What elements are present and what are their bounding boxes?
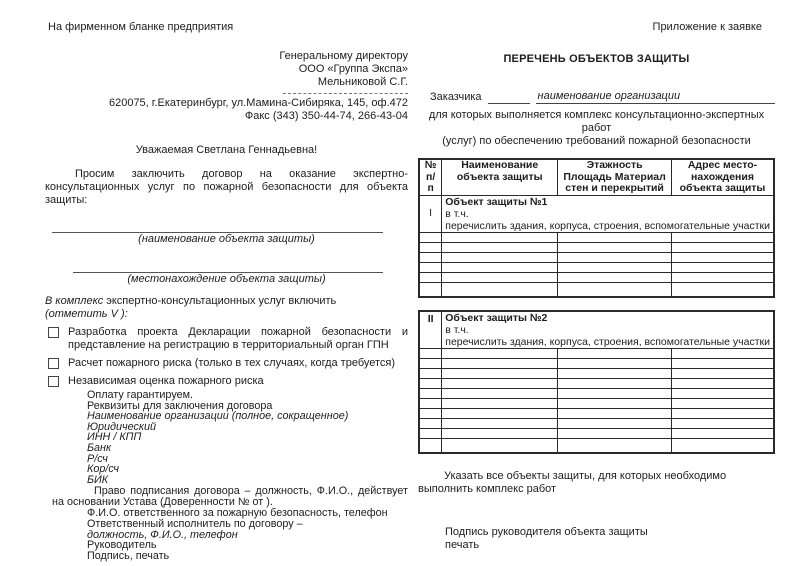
empty-table-cell [419, 262, 442, 272]
annex-footer-note: Указать все объекты защиты, для которых необходимо выполнить комплекс работ [418, 469, 727, 495]
empty-table-cell [672, 408, 775, 418]
section-number: II [419, 311, 442, 349]
closing-block [87, 508, 408, 562]
signing-right-paragraph: Право подписания договора – должность, Ф.И.О., действует на основании Устава (Доверенности № от ). [52, 485, 408, 509]
empty-table-cell [419, 232, 442, 242]
empty-table-cell [442, 418, 558, 428]
requisite-line: Юридический [87, 420, 156, 433]
annex-note-label: Приложение к заявке [652, 21, 762, 33]
include-lead: В комплекс [45, 295, 104, 307]
empty-table-cell [419, 398, 442, 408]
empty-table-cell [419, 378, 442, 388]
requisite-line: Р/сч [87, 452, 108, 465]
empty-table-row [419, 378, 774, 388]
empty-table-cell [672, 232, 774, 242]
empty-table-cell [419, 428, 442, 438]
empty-table-cell [419, 408, 442, 418]
closing-line: Подпись, печать [87, 550, 170, 563]
object-location-caption: (местонахождение объекта защиты) [127, 273, 326, 285]
guarantee-line: Оплату гарантируем. [87, 389, 194, 401]
empty-table-cell [672, 272, 774, 282]
empty-table-cell [442, 282, 558, 297]
closing-line: должность, Ф.И.О., телефон [87, 528, 238, 541]
letterhead-note: На фирменном бланке предприятия [48, 21, 234, 33]
annex-subtitle-line: (услуг) по обеспечению требований пожарной безопасности [442, 135, 751, 147]
empty-table-cell [558, 282, 672, 297]
empty-table-cell [672, 242, 774, 252]
services-include-line [45, 295, 408, 321]
empty-table-cell [419, 438, 442, 453]
object-section-row [419, 195, 774, 232]
sender-fax: Факс (343) 350-44-74, 266-43-04 [244, 110, 408, 122]
empty-table-row [419, 428, 774, 438]
col-header-num: № п/п [419, 159, 442, 195]
requisite-line: Банк [87, 441, 112, 454]
annex-title: ПЕРЕЧЕНЬ ОБЪЕКТОВ ЗАЩИТЫ [503, 53, 690, 65]
annex-subtitle [418, 109, 775, 148]
recipient-block [45, 50, 408, 123]
empty-table-cell [558, 232, 672, 242]
recipient-line: Генеральному директору [279, 50, 408, 62]
service-option-risk-calc [45, 357, 408, 370]
requisite-line: БИК [87, 473, 109, 486]
empty-table-cell [672, 398, 775, 408]
empty-table-cell [672, 348, 775, 358]
closing-line: Ф.И.О. ответственного за пожарную безопасность, телефон [87, 506, 388, 519]
empty-table-cell [558, 378, 672, 388]
empty-table-cell [442, 242, 558, 252]
checkbox-label: Расчет пожарного риска (только в тех случаях, когда требуется) [68, 357, 396, 369]
empty-table-cell [672, 428, 775, 438]
service-option-declaration [45, 326, 408, 352]
empty-table-cell [558, 348, 672, 358]
empty-table-cell [419, 348, 442, 358]
empty-table-cell [442, 358, 558, 368]
customer-label: Заказчика [430, 91, 482, 103]
empty-table-cell [442, 272, 558, 282]
empty-table-row [419, 262, 774, 272]
requisites-block [87, 390, 408, 485]
empty-table-cell [672, 358, 775, 368]
empty-table-cell [558, 418, 672, 428]
letter-column [45, 50, 408, 562]
empty-table-row [419, 408, 774, 418]
customer-blank-segment[interactable] [688, 91, 775, 104]
empty-table-cell [672, 282, 774, 297]
requisite-line: Наименование организации (полное, сокращенное) [87, 410, 349, 423]
section-subtitle: в т.ч. [445, 207, 469, 220]
customer-blank-segment[interactable] [488, 91, 530, 104]
empty-table-cell [558, 358, 672, 368]
checkbox-label: Независимая оценка пожарного риска [68, 375, 264, 387]
empty-table-cell [672, 388, 775, 398]
section-title: Объект защиты №1 [445, 195, 548, 208]
empty-table-cell [442, 252, 558, 262]
closing-line: Ответственный исполнитель по договору – [87, 517, 303, 530]
empty-table-cell [419, 418, 442, 428]
empty-table-cell [558, 408, 672, 418]
checkbox-declaration[interactable] [48, 327, 59, 338]
mark-v-note: (отметить V ): [45, 308, 128, 320]
annex-subtitle-line: для которых выполняется комплекс консультационно-экспертных работ [428, 109, 765, 134]
section-description [442, 311, 774, 349]
section-number: I [419, 195, 442, 232]
object-location-blank-field[interactable] [73, 260, 383, 273]
empty-table-cell [558, 368, 672, 378]
empty-table-row [419, 358, 774, 368]
recipient-line: Мельниковой С.Г. [317, 76, 408, 88]
empty-table-cell [672, 368, 775, 378]
empty-table-cell [672, 418, 775, 428]
empty-table-cell [442, 408, 558, 418]
empty-table-row [419, 398, 774, 408]
object-section-row [419, 311, 774, 349]
customer-placeholder: наименование организации [536, 90, 689, 104]
empty-table-cell [419, 282, 442, 297]
empty-table-row [419, 252, 774, 262]
section-description [442, 195, 774, 232]
col-header-name: Наименование объекта защиты [442, 159, 558, 195]
empty-table-cell [558, 398, 672, 408]
empty-table-cell [419, 272, 442, 282]
empty-table-cell [442, 262, 558, 272]
empty-table-row [419, 282, 774, 297]
empty-table-cell [419, 358, 442, 368]
col-header-address: Адрес место-нахождения объекта защиты [672, 159, 774, 195]
empty-table-cell [558, 242, 672, 252]
empty-table-cell [558, 438, 672, 453]
empty-table-cell [558, 272, 672, 282]
empty-table-row [419, 272, 774, 282]
section-note: перечислить здания, корпуса, строения, вспомогательные участки [445, 335, 770, 348]
empty-table-cell [442, 348, 558, 358]
signature-block [445, 526, 775, 552]
empty-table-cell [442, 388, 558, 398]
empty-table-cell [419, 388, 442, 398]
closing-line: Руководитель [87, 539, 157, 552]
col-header-floors: Этажность Площадь Материал стен и перекрытий [558, 159, 672, 195]
empty-table-row [419, 242, 774, 252]
section-title: Объект защиты №2 [445, 311, 548, 324]
salutation: Уважаемая Светлана Геннадьевна! [135, 144, 318, 156]
requisite-line: Кор/сч [87, 463, 120, 476]
customer-line [418, 89, 775, 104]
recipient-line: ООО «Группа Экспа» [298, 63, 408, 75]
section-subtitle: в т.ч. [445, 323, 469, 336]
signature-line: Подпись руководителя объекта защиты [445, 525, 648, 538]
empty-table-cell [419, 242, 442, 252]
table-header-row [419, 159, 774, 195]
include-rest: экспертно-консультационных услуг включить [103, 295, 337, 307]
request-paragraph: Просим заключить договор на оказание экспертно-консультационных услуг по пожарной безопасности для объекта защиты: [45, 168, 408, 206]
checkbox-label: Разработка проекта Декларации пожарной безопасности и представление на регистрацию в территориальный орган ГПН [68, 326, 408, 351]
requisites-heading: Реквизиты для заключения договора [87, 399, 273, 412]
objects-table-1 [418, 158, 775, 298]
empty-table-row [419, 348, 774, 358]
empty-table-cell [419, 368, 442, 378]
checkbox-risk-calc[interactable] [48, 358, 59, 369]
empty-table-cell [419, 252, 442, 262]
empty-table-cell [672, 438, 775, 453]
empty-table-row [419, 438, 774, 453]
empty-table-row [419, 368, 774, 378]
object-name-blank-field[interactable] [52, 220, 383, 233]
section-note: перечислить здания, корпуса, строения, вспомогательные участки [445, 219, 770, 232]
empty-table-cell [672, 378, 775, 388]
empty-table-cell [672, 262, 774, 272]
dashed-divider [283, 92, 408, 94]
empty-table-cell [442, 428, 558, 438]
empty-table-cell [442, 232, 558, 242]
empty-table-cell [558, 262, 672, 272]
object-name-caption: (наименование объекта защиты) [138, 233, 315, 245]
sender-address: 620075, г.Екатеринбург, ул.Мамина-Сибиряка, 145, оф.472 [108, 97, 408, 109]
requisite-line: ИНН / КПП [87, 431, 142, 444]
checkbox-independent-assessment[interactable] [48, 376, 59, 387]
stamp-line: печать [445, 538, 480, 551]
empty-table-cell [558, 252, 672, 262]
empty-table-cell [558, 388, 672, 398]
annex-column [418, 50, 775, 552]
empty-table-cell [442, 368, 558, 378]
objects-table-2 [418, 310, 775, 454]
empty-table-row [419, 388, 774, 398]
empty-table-cell [672, 252, 774, 262]
service-option-independent-assessment [45, 375, 408, 388]
empty-table-cell [442, 378, 558, 388]
empty-table-row [419, 418, 774, 428]
empty-table-cell [558, 428, 672, 438]
empty-table-cell [442, 398, 558, 408]
empty-table-row [419, 232, 774, 242]
empty-table-cell [442, 438, 558, 453]
